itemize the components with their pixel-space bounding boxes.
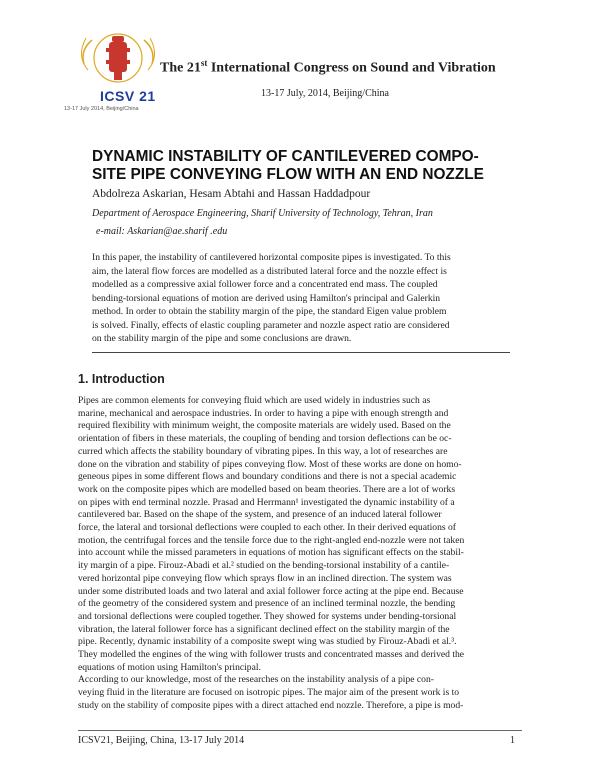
body-line: into account while the missed parameters in equations of motion has significant effects on the stabil- — [78, 547, 464, 559]
abstract-divider — [92, 352, 510, 353]
body-line: marine, mechanical and aerospace industries. In order to having a pipe with enough strength and — [78, 407, 449, 419]
section-heading: 1. Introduction — [78, 372, 165, 386]
abstract-line: modelled as a compressive axial follower force and a concentrated end mass. The coupled — [92, 279, 438, 290]
logo-text: ICSV 21 — [100, 88, 156, 104]
title-line: DYNAMIC INSTABILITY OF CANTILEVERED COMPO- — [92, 148, 479, 165]
body-line: curred which affects the stability boundary of vibrating pipes. In this way, a lot of researches are — [78, 445, 448, 457]
abstract — [92, 251, 510, 346]
footer-divider — [78, 730, 522, 731]
abstract-line: is solved. Finally, effects of elastic coupling parameter and nozzle aspect ratio are considered — [92, 319, 450, 331]
body-line: motion, the centrifugal forces and the tensile force due to the right-angled end-nozzle were not taken — [78, 534, 465, 546]
authors: Abdolreza Askarian, Hesam Abtahi and Hassan Haddadpour — [92, 188, 371, 200]
body-line: force, the lateral and torsional deflections were coupled to each other. In their derived equations of — [78, 522, 457, 534]
abstract-line: method. In order to obtain the stability margin of the pipe, the standard Eigen value problem — [92, 306, 447, 317]
body-line: under some distributed loads and two lateral and axial follower force acting at the pipe end. Because — [78, 585, 464, 597]
conference-superscript: st — [200, 58, 208, 68]
affiliation: Department of Aerospace Engineering, Sharif University of Technology, Tehran, Iran — [92, 208, 433, 219]
abstract-line: aim, the lateral flow forces are modelled as a distributed lateral force and the nozzle effect is — [92, 265, 447, 277]
author-email: e-mail: Askarian@ae.sharif .edu — [96, 226, 228, 237]
body-line: pipe. Recently, dynamic instability of a composite swept wing was studied by Firouz-Abadi et al.³. — [78, 636, 457, 648]
body-line: ity margin of a pipe. Firouz-Abadi et al.² studied on the bending-torsional instability of a cantile- — [78, 560, 450, 572]
body-line: vered horizontal pipe conveying flow which sprays flow in an inclined direction. The system was — [78, 572, 452, 584]
conference-suffix: International Congress on Sound and Vibration — [207, 60, 496, 76]
body-line: Pipes are common elements for conveying fluid which are used widely in industries such as — [78, 395, 431, 406]
body-line: cantilevered bar. Based on the shape of the system, and presence of an induced lateral follower — [78, 509, 442, 521]
conference-prefix: The 21 — [160, 60, 201, 76]
body-line: They modelled the engines of the wing with follower trusts and concentrated masses and derived the — [78, 649, 465, 661]
body-line: vibration, the lateral follower force has a significant declined effect on the stability margin of the — [78, 623, 450, 635]
body-line: required flexibility with minimum weight, the composite materials are widely used. Based on the — [78, 420, 451, 432]
conference-dates: 13-17 July, 2014, Beijing/China — [261, 88, 389, 99]
abstract-line: bending-torsional equations of motion are derived using Hamilton's principal and Galerkin — [92, 292, 441, 304]
conference-title — [160, 58, 496, 77]
body-line: done on the vibration and stability of pipes conveying flow. Most of these works are done on homo- — [78, 458, 462, 470]
body-line: equations of motion using Hamilton's principal. — [78, 661, 261, 673]
abstract-line: on the stability margin of the pipe and some conclusions are drawn. — [92, 333, 352, 344]
body-line: of the geometry of the considered system and presence of an inclined terminal nozzle, the bending — [78, 598, 456, 610]
body-line: veying fluid in the literature are focused on isotropic pipes. The major aim of the present work is to — [78, 687, 460, 699]
title-line: SITE PIPE CONVEYING FLOW WITH AN END NOZZLE — [92, 166, 484, 183]
body-line: geneous pipes in some different flows and boundary conditions and there is not a special academic — [78, 471, 457, 483]
logo-subtext: 13-17 July 2014, Beijing/China — [64, 106, 139, 112]
body-line: and torsional deflections were coupled together. They showed for systems under bending-torsional — [78, 610, 457, 622]
body-line: study on the stability of composite pipes with a direct attached end nozzle. Therefore, a pipe is mod- — [78, 699, 464, 711]
paper-title — [92, 148, 522, 184]
body-line: on pipes with end terminal nozzle. Prasad and Herrmann¹ investigated the dynamic instability of a — [78, 496, 455, 508]
body-line: orientation of fibers in these materials, the coupling of bending and torsion deflections can be oc- — [78, 433, 452, 445]
page-number: 1 — [510, 735, 515, 746]
introduction-body — [78, 395, 522, 713]
body-line: According to our knowledge, most of the researches on the instability analysis of a pipe con- — [78, 674, 434, 686]
abstract-line: In this paper, the instability of cantilevered horizontal composite pipes is investigated. To this — [92, 252, 451, 263]
footer-text: ICSV21, Beijing, China, 13-17 July 2014 — [78, 735, 245, 746]
body-line: work on the composite pipes which are modelled based on beam theories. There are a lot of works — [78, 483, 456, 495]
